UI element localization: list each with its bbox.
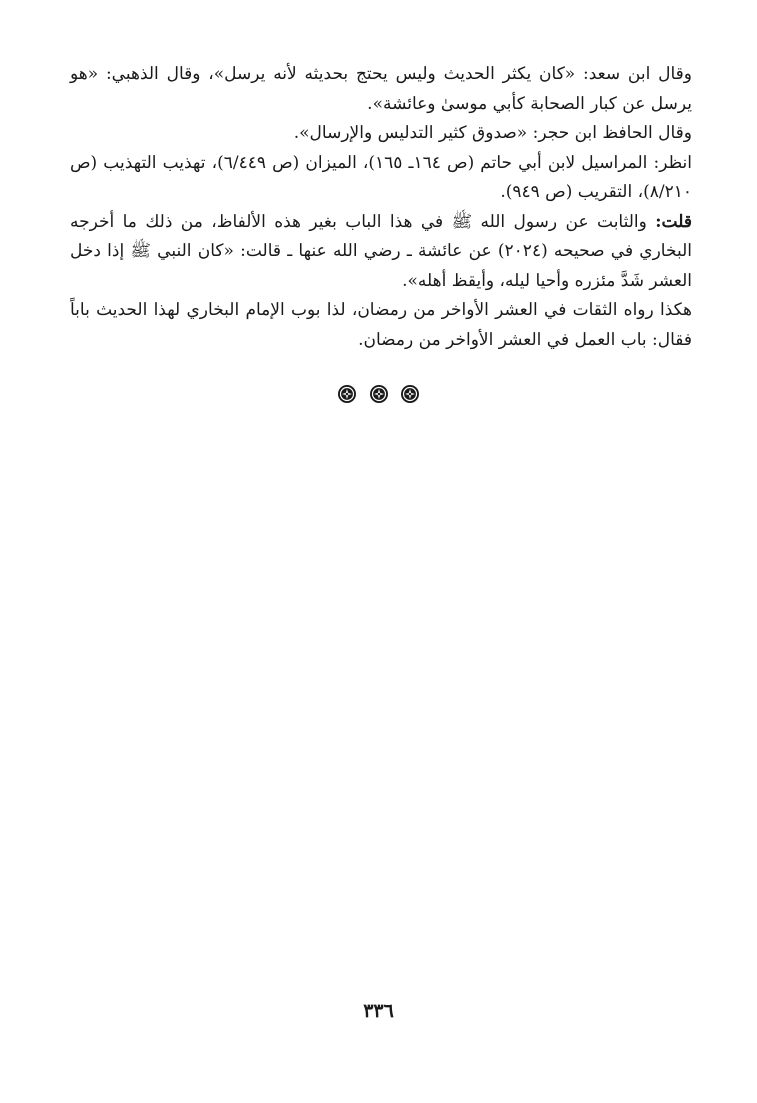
section-divider-ornaments bbox=[0, 383, 757, 404]
floral-ornament-icon bbox=[400, 384, 420, 404]
footnote-text-block bbox=[70, 60, 692, 355]
floral-ornament-icon bbox=[369, 384, 389, 404]
comment-text: والثابت عن رسول الله ﷺ في هذا الباب بغير هذه الألفاظ، من ذلك ما أخرجه البخاري في صحيحه (٢٠٢٤) عن عائشة ـ رضي الله عنها ـ قالت: «كان النبي ﷺ إذا دخل العشر شَدَّ مئزره وأحيا ليله، وأيقظ أهله». bbox=[70, 211, 692, 291]
paragraph-author-comment bbox=[70, 208, 692, 297]
paragraph-references: انظر: المراسيل لابن أبي حاتم (ص ١٦٤ـ ١٦٥)، الميزان (ص ٦/٤٤٩)، تهذيب التهذيب (ص ٨/٢١٠)، التقريب (ص ٩٤٩). bbox=[70, 152, 692, 202]
floral-ornament-icon bbox=[337, 384, 357, 404]
page-number: ٣٣٦ bbox=[363, 1000, 394, 1022]
paragraph-ibn-hajar: وقال الحافظ ابن حجر: «صدوق كثير التدليس والإرسال». bbox=[293, 123, 692, 143]
paragraph-conclusion: هكذا رواه الثقات في العشر الأواخر من رمضان، لذا بوب الإمام البخاري لهذا الحديث باباً فقال: باب العمل في العشر الأواخر من رمضان. bbox=[70, 300, 692, 350]
comment-label: قلت: bbox=[655, 211, 692, 232]
paragraph-ibn-saad-dhahabi: وقال ابن سعد: «كان يكثر الحديث وليس يحتج بحديثه لأنه يرسل»، وقال الذهبي: «هو يرسل عن كبار الصحابة كأبي موسىٰ وعائشة». bbox=[70, 64, 692, 114]
